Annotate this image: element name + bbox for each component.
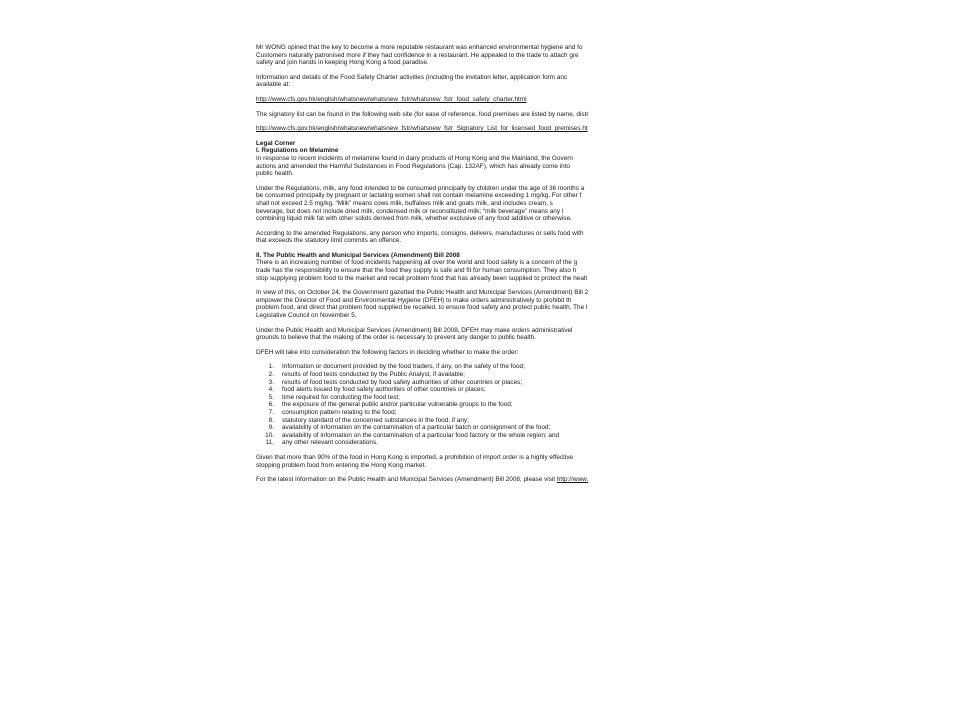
charter-link[interactable]: http://www.cfs.gov.hk/english/whatsnew/whatsnew_fstr/whatsnew_fstr_food_safety_charter.html: [256, 95, 527, 103]
document-body: [256, 44, 656, 644]
section1-heading: I. Regulations on Melamine: [256, 147, 339, 155]
signatory-paragraph: The signatory list can be found in the following web site (for ease of reference, food premises are listed by name, distr: [256, 110, 589, 118]
charter-info-paragraph: Information and details of the Food Safety Charter activities (including the invitation letter, application form anc available at:: [256, 73, 568, 89]
legal-corner-heading: Legal Corner: [256, 139, 296, 147]
latest-info-link[interactable]: http://www.: [556, 476, 589, 484]
section2-paragraph-1: There is an increasing number of food incidents happening all over the world and food safety is a concern of the g trade has the responsibility to ensure that the food they supply is safe and fit for human consumption. They also h stop supplying problem food to the market and recall problem food that has already been supplied to protect the healt: [256, 259, 588, 282]
section2-heading: II. The Public Health and Municipal Services (Amendment) Bill 2008: [256, 251, 460, 259]
list-item: 3. results of food tests conducted by food safety authorities of other countries or places;: [268, 378, 523, 386]
section1-paragraph-1: In response to recent incidents of melamine found in dairy products of Hong Kong and the Mainland, the Govern actions and amended the Harmful Substances in Food Regulations (Cap. 132AF), which has already come into public health.: [256, 154, 573, 178]
list-item: 7. consumption pattern relating to the food;: [268, 408, 397, 416]
list-item: 5. time required for conducting the food test;: [268, 393, 400, 401]
import-paragraph: Given that more than 90% of the food in Hong Kong is imported, a prohibition of import order is a highly effective stopping problem food from entering the Hong Kong market.: [256, 453, 574, 469]
list-item: 9. availability of information on the contamination of a particular batch or consignment of the food;: [268, 424, 551, 432]
factors-list: [256, 363, 656, 447]
list-item: 6. the exposure of the general public and/or particular vulnerable groups to the food;: [268, 401, 513, 409]
factors-intro: DFEH will take into consideration the following factors in deciding whether to make the order:: [256, 348, 519, 356]
list-item: 4. food alerts issued by food safety authorities of other countries or places;: [268, 386, 486, 394]
list-item: 2. results of food tests conducted by the Public Analyst, if available;: [268, 371, 465, 378]
list-item: 1. Information or document provided by the food traders, if any, on the safety of the food;: [268, 363, 525, 371]
section1-paragraph-3: According to the amended Regulations, any person who imports, consigns, delivers, manufactures or sells food with that exceeds the statutory limit commits an offence.: [256, 229, 584, 245]
latest-info-paragraph: For the latest information on the Public Health and Municipal Services (Amendment) Bill 2008, please visit http://www.: [256, 476, 589, 484]
section2-paragraph-2: In view of this, on October 24, the Government gazetted the Public Health and Municipal Services (Amendment) Bill 2 empower the Director of Food and Environmental Hygiene (DFEH) to make orders administratively to prohibit th problem food, and direct that problem food supplied be recalled, to ensure food safety and protect public health. The l Legislative Council on November 5.: [256, 289, 589, 320]
list-item: 11. any other relevant considerations.: [265, 439, 378, 447]
section2-paragraph-3: Under the Public Health and Municipal Services (Amendment) Bill 2008, DFEH may make orders administrativel grounds to believe that the making of the order is necessary to prevent any danger to public health.: [256, 326, 573, 342]
signatory-link[interactable]: http://www.cfs.gov.hk/english/whatsnew/whatsnew_fstr/whatsnew_fstr_Signatory_List_for_licensed_food_premises.ht: [256, 125, 588, 133]
list-item: 8. statutory standard of the concerned substances in the food, if any;: [268, 416, 469, 424]
list-item: 10. availability of information on the contamination of a particular food factory or the whole region; and: [265, 431, 560, 439]
intro-paragraph: Mr WONG opined that the key to become a more reputable restaurant was enhanced environmental hygiene and fo Customers naturally patronised more if they had confidence in a restaurant. He appealed to the trade to attach gre safety and join hands in keeping Hong Kong a food paradise.: [256, 44, 583, 67]
section1-paragraph-2: Under the Regulations, milk, any food intended to be consumed principally by children under the age of 36 months a be consumed principally by pregnant or lactating women shall not contain melamine exceeding 1 mg/kg. For other f shall not exceed 2.5 mg/kg. “Milk” means cows milk, buffaloes milk and goats milk, and includes cream, s beverage, but does not include dried milk, condensed milk or reconstituted milk; “milk beverage” means any l combining liquid milk fat with other solids derived from milk, whether exclusive of any food additive or otherwise.: [256, 184, 585, 223]
